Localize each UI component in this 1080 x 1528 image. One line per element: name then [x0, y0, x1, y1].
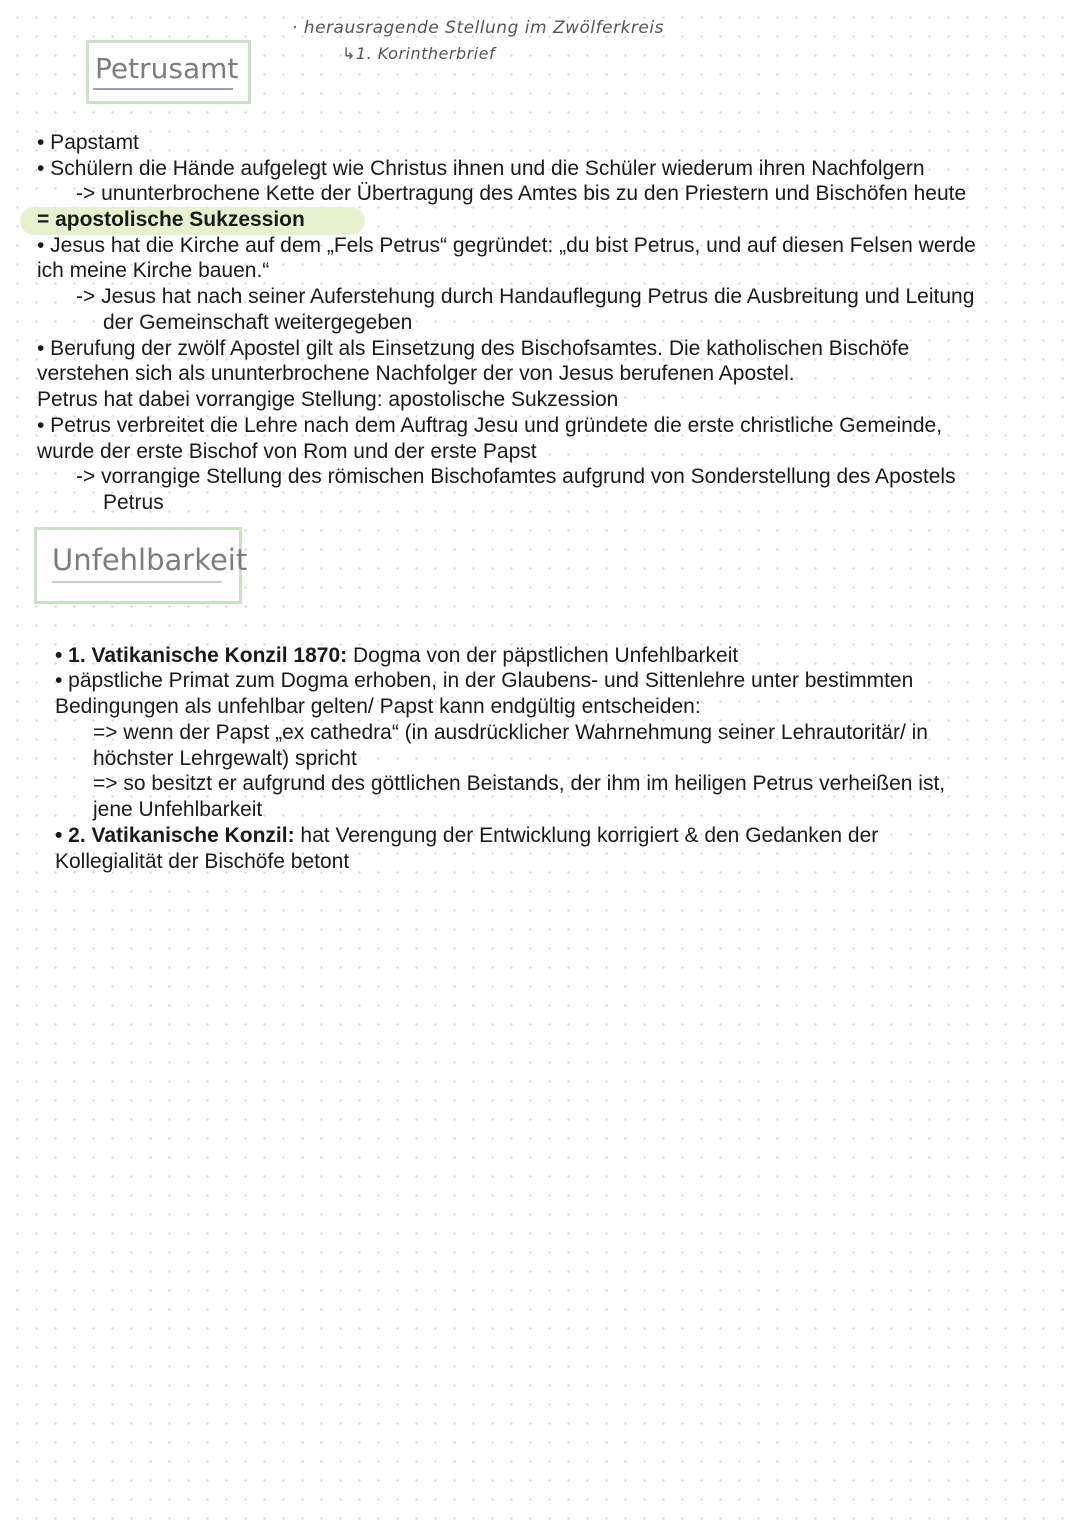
text-line: ich meine Kirche bauen.“ [37, 259, 270, 282]
text-line: -> vorrangige Stellung des römischen Bischofamtes aufgrund von Sonderstellung des Apostels [76, 465, 956, 488]
petrusamt-underline [93, 88, 233, 90]
konzil-2-text: hat Verengung der Entwicklung korrigiert & den Gedanken der [294, 824, 879, 847]
text-line: jene Unfehlbarkeit [93, 798, 263, 821]
unfehlbarkeit-underline [52, 581, 222, 583]
konzil-1-label: • 1. Vatikanische Konzil 1870: [55, 644, 348, 667]
text-line: • Papstamt [37, 131, 139, 154]
text-line: -> ununterbrochene Kette der Übertragung des Amtes bis zu den Priestern und Bischöfen heute [76, 182, 967, 205]
text-line: • Schülern die Hände aufgelegt wie Christus ihnen und die Schüler wiederum ihren Nachfolgern [37, 157, 925, 180]
text-line: der Gemeinschaft weitergegeben [103, 311, 413, 334]
text-line: • päpstliche Primat zum Dogma erhoben, in der Glaubens- und Sittenlehre unter bestimmten [55, 669, 914, 692]
konzil-2-label: • 2. Vatikanische Konzil: [55, 824, 295, 847]
handwritten-note-line-1: · herausragende Stellung im Zwölferkreis [292, 18, 664, 38]
text-line: => wenn der Papst „ex cathedra“ (in ausdrücklicher Wahrnehmung seiner Lehrautoritär/ in [93, 721, 928, 744]
text-line: => so besitzt er aufgrund des göttlichen Beistands, der ihm im heiligen Petrus verheißen ist, [93, 772, 946, 795]
konzil-1-text: Dogma von der päpstlichen Unfehlbarkeit [347, 644, 739, 667]
unfehlbarkeit-heading: Unfehlbarkeit [52, 543, 248, 577]
text-line: -> Jesus hat nach seiner Auferstehung durch Handauflegung Petrus die Ausbreitung und Leitung [76, 285, 975, 308]
text-line: Bedingungen als unfehlbar gelten/ Papst kann endgültig entscheiden: [55, 695, 701, 718]
text-line: • Petrus verbreitet die Lehre nach dem Auftrag Jesu und gründete die erste christliche Gemeinde, [37, 414, 943, 437]
text-line: höchster Lehrgewalt) spricht [93, 747, 357, 770]
apostolische-sukzession-highlight: = apostolische Sukzession [37, 208, 305, 231]
text-line: Petrus hat dabei vorrangige Stellung: apostolische Sukzession [37, 388, 619, 411]
text-line: verstehen sich als ununterbrochene Nachfolger der von Jesus berufenen Apostel. [37, 362, 795, 385]
text-line: Kollegialität der Bischöfe betont [55, 850, 350, 873]
text-line [55, 643, 738, 669]
text-line: • Berufung der zwölf Apostel gilt als Einsetzung des Bischofsamtes. Die katholischen Bischöfe [37, 337, 910, 360]
text-line: Petrus [103, 491, 164, 514]
text-line: wurde der erste Bischof von Rom und der erste Papst [37, 440, 537, 463]
handwritten-note-line-2: ↳1. Korintherbrief [342, 44, 496, 63]
text-line: • Jesus hat die Kirche auf dem „Fels Petrus“ gegründet: „du bist Petrus, und auf diesen Felsen werde [37, 234, 976, 257]
petrusamt-heading: Petrusamt [95, 52, 239, 85]
text-line [55, 823, 878, 849]
